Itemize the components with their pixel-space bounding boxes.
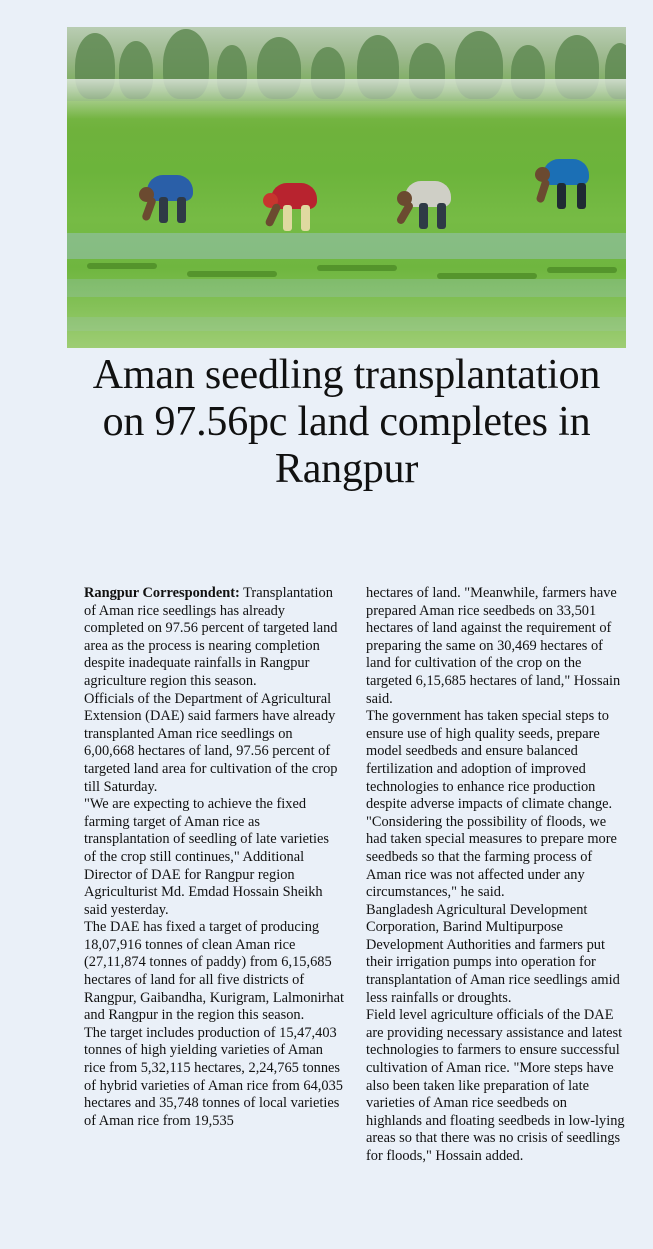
article-body xyxy=(84,585,626,1166)
article-photo xyxy=(67,27,626,348)
page-inner xyxy=(27,0,625,1249)
paragraph: "We are expecting to achieve the fixed farming target of Aman rice as transplantation of seedling of late varieties of the crop still continues," Additional Director of DAE for Rangpur region Agriculturist Md. Emdad Hossain Sheikh said yesterday. xyxy=(84,796,329,918)
paragraph: "Considering the possibility of floods, we had taken special measures to prepare more seedbeds so that the farming process of Aman rice was not affected under any circumstances," he said. xyxy=(366,813,617,901)
farmer-figure xyxy=(139,169,205,239)
farmer-figure xyxy=(533,153,607,233)
paragraph: hectares of land. "Meanwhile, farmers have prepared Aman rice seedbeds on 33,501 hectares of land against the requirement of preparing the same on 30,469 hectares of land for cultivation of the crop on the targeted 6,15,685 hectares of land," Hossain said. xyxy=(366,585,621,707)
column-left xyxy=(84,585,344,1166)
seedling-row xyxy=(547,267,617,273)
paragraph: Field level agriculture officials of the DAE are providing necessary assistance and latest technologies to farmers to ensure successful cultivation of Aman rice. "More steps have also been taken like preparation of late varieties of Aman rice seedbeds on highlands and floating seedbeds in low-lying areas so that there was no crisis of seedlings for floods," Hossain added. xyxy=(366,1007,625,1164)
farmer-figure xyxy=(263,177,329,247)
seedling-row xyxy=(87,263,157,269)
paragraph xyxy=(84,585,344,691)
paddy-field-photo xyxy=(67,27,626,348)
paragraph: Officials of the Department of Agricultural Extension (DAE) said farmers have already transplanted Aman rice seedlings on 6,00,668 hectares of land, 97.56 percent of targeted land area for cultivation of the crop till Saturday. xyxy=(84,690,338,795)
water-band xyxy=(67,317,626,331)
seedling-row xyxy=(187,271,277,277)
paragraph: The government has taken special steps to ensure use of high quality seeds, prepare model seedbeds and ensure balanced fertilization and adoption of improved technologies to enhance rice production despite adverse impacts of climate change. xyxy=(366,708,613,813)
column-right xyxy=(366,585,626,1166)
seedling-row xyxy=(437,273,537,279)
paragraph: The DAE has fixed a target of producing 18,07,916 tonnes of clean Aman rice (27,11,874 tonnes of paddy) from 6,15,685 hectares of land for all five districts of Rangpur, Gaibandha, Kurigram, Lalmonirhat and Rangpur in the region this season. xyxy=(84,919,344,1024)
photo-haze xyxy=(67,79,626,119)
water-band xyxy=(67,279,626,297)
paragraph-text: Transplantation of Aman rice seedlings has already completed on 97.56 percent of targeted land area as the process is nearing completion despite inadequate rainfalls in Rangpur agriculture region this season. xyxy=(84,585,338,689)
seedling-row xyxy=(317,265,397,271)
farmer-figure xyxy=(397,175,467,249)
page-title: Aman seedling transplantation on 97.56pc land completes in Rangpur xyxy=(92,352,601,492)
paragraph: The target includes production of 15,47,403 tonnes of high yielding varieties of Aman rice from 5,32,115 hectares, 2,24,765 tonnes of hybrid varieties of Aman rice from 64,035 hectares and 35,748 tonnes of local varieties of Aman rice from 19,535 xyxy=(84,1024,343,1129)
paragraph: Bangladesh Agricultural Development Corporation, Barind Multipurpose Development Authorities and farmers put their irrigation pumps into operation for transplantation of Aman rice seedlings amid less rainfalls or droughts. xyxy=(366,901,620,1006)
byline: Rangpur Correspondent: xyxy=(84,585,240,601)
